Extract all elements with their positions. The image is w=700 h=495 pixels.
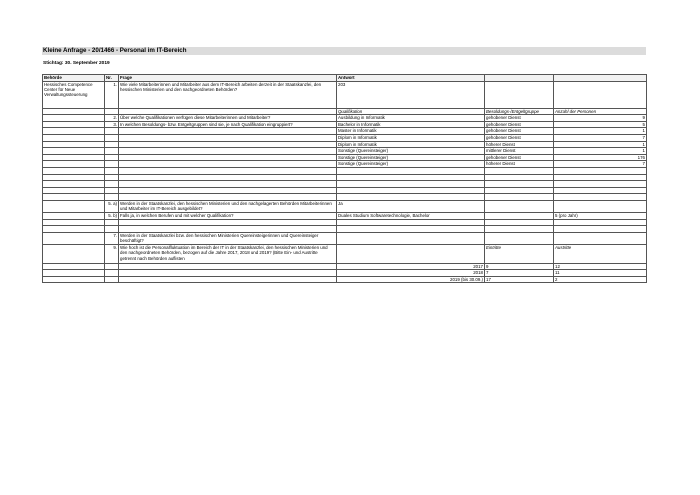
anzahl-cell: 7 <box>554 134 647 141</box>
eintritte-header: Eintritte <box>485 244 554 263</box>
table-row <box>43 148 647 155</box>
table-row <box>43 121 647 128</box>
gruppe-cell: gehobener Dienst <box>485 134 554 141</box>
austritte-cell: 12 <box>554 263 647 270</box>
anzahl-cell: 176 <box>554 154 647 161</box>
question-number: 3. <box>105 121 119 128</box>
gruppe-cell: gehobener Dienst <box>485 121 554 128</box>
header-antwort: Antwort <box>337 75 485 82</box>
year-cell: 2019 (bis 30.09.) <box>337 276 485 283</box>
empty-row <box>43 181 647 188</box>
qualifikation-header: Qualifikation <box>337 108 485 115</box>
anzahl-cell: 5 (pro Jahr) <box>554 212 647 219</box>
austritte-cell: 2 <box>554 276 647 283</box>
gruppe-cell: gehobener Dienst <box>485 128 554 135</box>
question-text: Wie viele Mitarbeiterinnen und Mitarbeiter aus dem IT-Bereich arbeiten derzeit in der Staatskanzlei, den hessischen Ministerien und den nachgeordneten Behörden? <box>119 81 337 108</box>
table-row <box>43 244 647 263</box>
table-row <box>43 200 647 212</box>
empty-row <box>43 167 647 174</box>
gruppe-cell: mittlerer Dienst <box>485 148 554 155</box>
table-row <box>43 128 647 135</box>
qualification-cell: Ausbildung in Informatik <box>337 115 485 122</box>
qualification-cell: Sonstige (Quereinsteiger) <box>337 161 485 168</box>
question-text: Werden in der Staatskanzlei, den hessischen Ministerien und den nachgelagerten Behörden Mitarbeiterinnen und Mitarbeiter im IT-Bereich ausgebildet? <box>119 200 337 212</box>
document-title: Kleine Anfrage - 20/1466 - Personal im IT-Bereich <box>42 47 646 55</box>
question-number: 1. <box>105 81 119 108</box>
table-row <box>43 115 647 122</box>
answer-cell: Ja <box>337 200 485 212</box>
question-number: 9. <box>105 244 119 263</box>
anzahl-cell: 7 <box>554 161 647 168</box>
anzahl-cell: 1 <box>554 128 647 135</box>
gruppe-cell: gehobener Dienst <box>485 154 554 161</box>
table-row <box>43 81 647 108</box>
year-cell: 2017 <box>337 263 485 270</box>
anzahl-cell: 1 <box>554 148 647 155</box>
table-row <box>43 270 647 277</box>
question-text: Über welche Qualifikationen verfügen diese Mitarbeiterinnen und Mitarbeiter? <box>119 115 337 122</box>
question-text: Werden in der Staatskanzlei bzw. den hessischen Ministerien Quereinsteigerinnen und Quereinsteiger beschäftigt? <box>119 232 337 244</box>
table-row <box>43 232 647 244</box>
behoerde-cell: Hessisches Competence Center für Neue Verwaltungssteuerung <box>43 81 105 108</box>
gruppe-header: Besoldungs-/Entgeltgruppe <box>485 108 554 115</box>
qualification-cell: Bachelor in Informatik <box>337 121 485 128</box>
table-row <box>43 161 647 168</box>
qualification-header-row <box>43 108 647 115</box>
austritte-header: Austritte <box>554 244 647 263</box>
table-row <box>43 212 647 219</box>
qualification-cell: Diplom in Informatik <box>337 141 485 148</box>
anzahl-cell: 1 <box>554 141 647 148</box>
qualification-cell: Sonstige (Quereinsteiger) <box>337 154 485 161</box>
empty-row <box>43 219 647 226</box>
question-number: 7. <box>105 232 119 244</box>
question-text: Falls ja, in welchen Berufen und mit welcher Qualifikation? <box>119 212 337 219</box>
question-number: 5. a) <box>105 200 119 212</box>
empty-row <box>43 187 647 194</box>
header-nr: Nr. <box>105 75 119 82</box>
qualification-cell: Master in Informatik <box>337 128 485 135</box>
empty-row <box>43 174 647 181</box>
gruppe-cell: gehobener Dienst <box>485 115 554 122</box>
empty-row <box>43 226 647 233</box>
table-row <box>43 141 647 148</box>
table-row <box>43 263 647 270</box>
header-frage: Frage <box>119 75 337 82</box>
table-row <box>43 134 647 141</box>
eintritte-cell: 9 <box>485 263 554 270</box>
header-behoerde: Behörde <box>43 75 105 82</box>
question-text: In welchen Besoldungs- bzw. Entgeltgruppen sind sie, je nach Qualifikation eingruppiert? <box>119 121 337 128</box>
qualification-cell: Sonstige (Quereinsteiger) <box>337 148 485 155</box>
empty-row <box>43 194 647 201</box>
answer-cell: Duales Studium Softwaretechnologie, Bachelor <box>337 212 485 219</box>
anzahl-cell: 5 <box>554 121 647 128</box>
gruppe-cell: höherer Dienst <box>485 141 554 148</box>
anzahl-cell: 9 <box>554 115 647 122</box>
anzahl-header: Anzahl der Personen <box>554 108 647 115</box>
eintritte-cell: 7 <box>485 270 554 277</box>
question-text: Wie hoch ist die Personalfluktuation im Bereich der IT in der Staatskanzlei, den hessischen Ministerien und den nachgeordneten Behörden, bezogen auf die Jahre 2017, 2018 und 2019? (Bitte Ein- und Austritte getrennt nach Behörden auflisten <box>119 244 337 263</box>
table-header-row <box>43 75 647 82</box>
answer-table <box>42 74 647 283</box>
gruppe-cell: höherer Dienst <box>485 161 554 168</box>
austritte-cell: 11 <box>554 270 647 277</box>
table-row <box>43 276 647 283</box>
qualification-cell: Diplom in Informatik <box>337 134 485 141</box>
table-row <box>43 154 647 161</box>
year-cell: 2018 <box>337 270 485 277</box>
question-number: 2. <box>105 115 119 122</box>
answer-cell: 203 <box>337 81 485 108</box>
question-number: 5. b) <box>105 212 119 219</box>
reference-date: Stichtag: 30. September 2019 <box>43 61 110 66</box>
eintritte-cell: 17 <box>485 276 554 283</box>
